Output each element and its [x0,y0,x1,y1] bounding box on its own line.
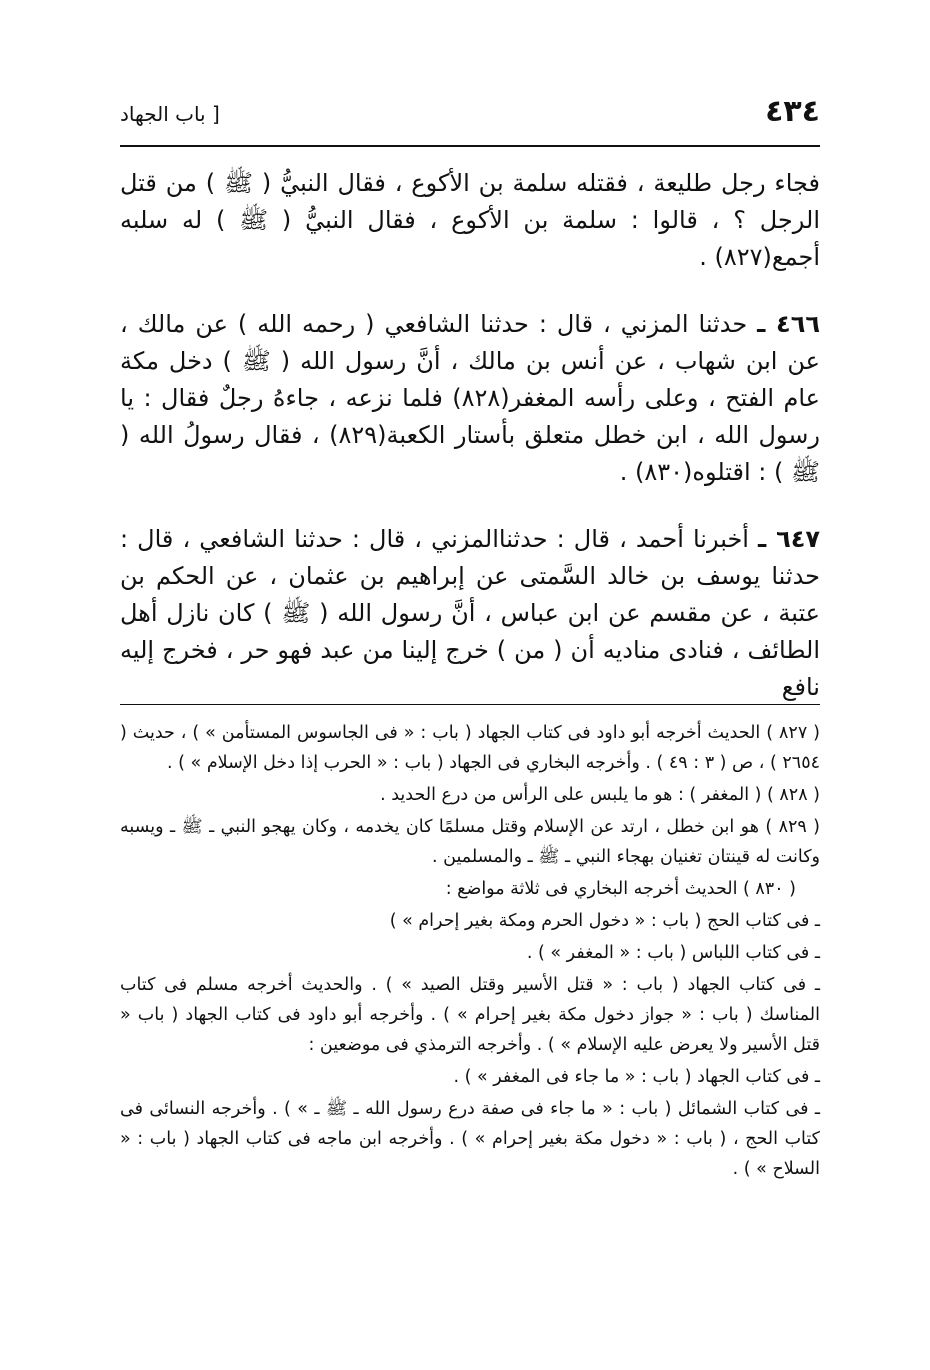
paragraph [120,165,820,276]
footnotes [120,718,820,1186]
header-rule [120,145,820,147]
paragraph-text: فجاء رجل طليعة ، فقتله سلمة بن الأكوع ، فقال النبيُّ ( ﷺ ) من قتل الرجل ؟ ، قالوا : سلمة بن الأكوع ، فقال النبيُّ ( ﷺ ) له سلبه أجمع(٨٢٧) . [120,169,820,271]
footnote: ( ٨٢٧ ) الحديث أخرجه أبو داود فى كتاب الجهاد ( باب : « فى الجاسوس المستأمن » ) ، حديث ( ٢٦٥٤ ) ، ص ( ٣ : ٤٩ ) . وأخرجه البخاري فى الجهاد ( باب : « الحرب إذا دخل الإسلام » ) . [120,723,820,773]
footnote: ( ٨٢٩ ) هو ابن خطل ، ارتد عن الإسلام وقتل مسلمًا كان يخدمه ، وكان يهجو النبي ـ ﷺ ـ ويسبه وكانت له قينتان تغنيان بهجاء النبي ـ ﷺ ـ والمسلمين . [120,817,820,867]
paragraph-text: حدثنا المزني ، قال : حدثنا الشافعي ( رحمه الله ) عن مالك ، عن ابن شهاب ، عن أنس بن مالك ، أنَّ رسول الله ( ﷺ ) دخل مكة عام الفتح ، وعلى رأسه المغفر(٨٢٨) فلما نزعه ، جاءهُ رجلٌ فقال : يا رسول الله ، ابن خطل متعلق بأستار الكعبة(٨٢٩) ، فقال رسولُ الله ( ﷺ ) : اقتلوه(٨٣٠) . [120,310,821,486]
page-number: ٤٣٤ [765,94,820,129]
paragraph-number: ٦٤٧ ـ [758,525,821,553]
footnote-list-item: ـ فى كتاب الشمائل ( باب : « ما جاء فى صفة درع رسول الله ـ ﷺ ـ » ) . وأخرجه النسائى فى كتاب الحج ، ( باب : « دخول مكة بغير إحرام » ) . وأخرجه ابن ماجه فى كتاب الجهاد ( باب : « السلاح » ) . [120,1099,820,1179]
footnote-list-item: ـ فى كتاب الجهاد ( باب : « قتل الأسير وقتل الصيد » ) . والحديث أخرجه مسلم فى كتاب المناسك ( باب : « جواز دخول مكة بغير إحرام » ) . وأخرجه أبو داود فى كتاب الجهاد ( باب « قتل الأسير ولا يعرض عليه الإسلام » ) . وأخرجه الترمذي فى موضعين : [120,975,820,1055]
running-head: [ باب الجهاد [120,102,220,126]
paragraph-text: أخبرنا أحمد ، قال : حدثناالمزني ، قال : حدثنا الشافعي ، قال : حدثنا يوسف بن خالد السَّمتى عن إبراهيم بن عثمان ، عن الحكم بن عتبة ، عن مقسم عن ابن عباس ، أنَّ رسول الله ( ﷺ ) كان نازل أهل الطائف ، فنادى مناديه أن ( من ) خرج إلينا من عبد فهو حر ، فخرج إليه نافع [120,525,820,701]
footnote-list-item: ـ فى كتاب اللباس ( باب : « المغفر » ) . [526,943,820,963]
footnote-divider [120,704,820,705]
paragraph [120,306,820,491]
footnote: ( ٨٣٠ ) الحديث أخرجه البخاري فى ثلاثة مواضع : [445,879,796,899]
footnote-list-item: ـ فى كتاب الجهاد ( باب : « ما جاء فى المغفر » ) . [453,1067,820,1087]
footnote-list-item: ـ فى كتاب الحج ( باب : « دخول الحرم ومكة بغير إحرام » ) [389,911,820,931]
paragraph-number: ٤٦٦ ـ [757,310,820,338]
page-header [120,94,820,134]
paragraph [120,521,820,706]
main-text [120,165,820,706]
footnote: ( ٨٢٨ ) ( المغفر ) : هو ما يلبس على الرأس من درع الحديد . [380,785,820,805]
